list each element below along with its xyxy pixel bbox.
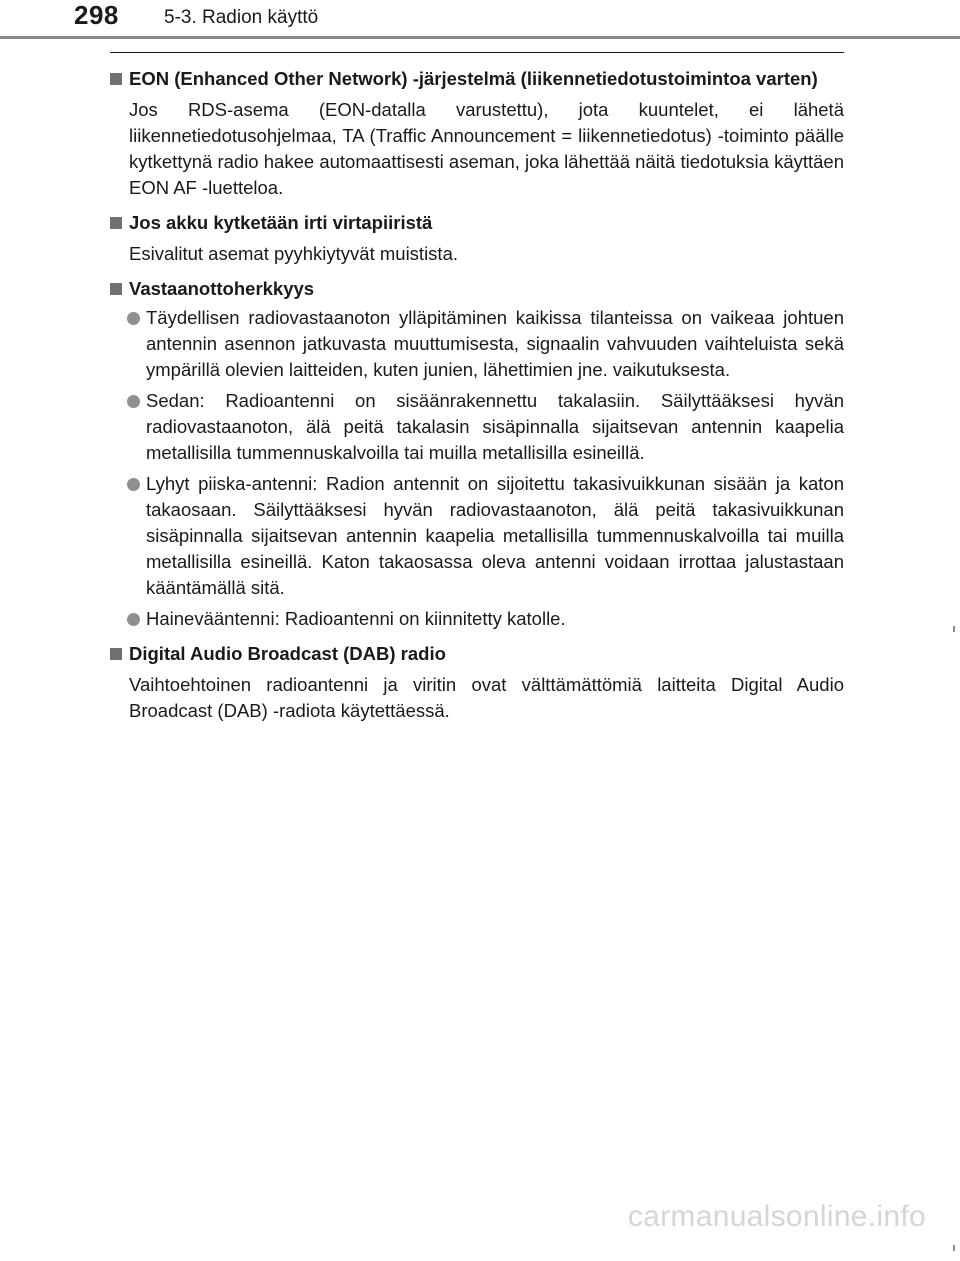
square-bullet-icon [110, 648, 122, 660]
header-divider [0, 36, 960, 39]
section-reception [110, 276, 844, 632]
bullet-text: Lyhyt piiska-antenni: Radion antennit on sijoitettu takasivuikkunan sisään ja katon takaosaan. Säilyttääksesi hyvän radiovastaanoton, älä peitä takasivuikkunan sisäpinnalla sijaitsevan antennin kaapelia metallisilla tummennuskalvoilla tai muilla metallisilla esineillä. Katon takaosassa oleva antenni voidaan irrottaa jalustastaan kääntämällä sitä. [146, 473, 844, 598]
heading-text: Vastaanottoherkkyys [129, 278, 315, 299]
section-body: Esivalitut asemat pyyhkiytyvät muistista. [129, 243, 458, 264]
square-bullet-icon [110, 217, 122, 229]
content-divider [110, 52, 844, 53]
crop-mark [953, 1245, 955, 1251]
list-item [110, 606, 844, 632]
section-heading [110, 641, 844, 667]
bullet-text: Täydellisen radiovastaanoton ylläpitäminen kaikissa tilanteissa on vaikeaa johtuen antennin asennon jatkuvasta muuttumisesta, signaalin vahvuuden vaihteluista sekä ympärillä olevien laitteiden, kuten junien, lähettimien jne. vaikutuksesta. [146, 307, 844, 380]
bullet-text: Hainevääntenni: Radioantenni on kiinnitetty katolle. [146, 608, 566, 629]
bullet-text: Sedan: Radioantenni on sisäänrakennettu takalasiin. Säilyttääksesi hyvän radiovastaanoton, älä peitä takalasin sisäpinnalla sijaitsevan antennin kaapelia metallisilla tummennuskalvoilla tai muilla metallisilla esineillä. [146, 390, 844, 463]
heading-text: Jos akku kytketään irti virtapiiristä [129, 212, 433, 233]
heading-text: EON (Enhanced Other Network) -järjestelmä (liikennetiedotustoimintoa varten) [129, 68, 818, 89]
section-body: Vaihtoehtoinen radioantenni ja viritin ovat välttämättömiä laitteita Digital Audio Broadcast (DAB) -radiota käytettäessä. [129, 674, 844, 721]
section-battery [110, 210, 844, 267]
list-item [110, 471, 844, 601]
watermark[interactable]: carmanualsonline.info [627, 1200, 926, 1233]
circle-bullet-icon [127, 312, 140, 325]
bullet-list [110, 305, 844, 632]
page-number: 298 [74, 0, 119, 30]
section-body: Jos RDS-asema (EON-datalla varustettu), jota kuuntelet, ei lähetä liikennetiedotusohjelmaa, TA (Traffic Announcement = liikennetiedotus) -toiminto päälle kytkettynä radio hakee automaattisesti aseman, joka lähettää näitä tiedotuksia käyttäen EON AF -luetteloa. [129, 99, 844, 198]
list-item [110, 388, 844, 466]
square-bullet-icon [110, 283, 122, 295]
page-content [110, 66, 844, 733]
crop-mark [953, 626, 955, 632]
list-item [110, 305, 844, 383]
heading-text: Digital Audio Broadcast (DAB) radio [129, 643, 446, 664]
circle-bullet-icon [127, 395, 140, 408]
square-bullet-icon [110, 73, 122, 85]
circle-bullet-icon [127, 613, 140, 626]
section-title: 5-3. Radion käyttö [164, 7, 319, 28]
circle-bullet-icon [127, 478, 140, 491]
section-heading [110, 276, 844, 302]
section-heading [110, 210, 844, 236]
section-dab [110, 641, 844, 724]
section-heading [110, 66, 844, 92]
section-eon [110, 66, 844, 201]
